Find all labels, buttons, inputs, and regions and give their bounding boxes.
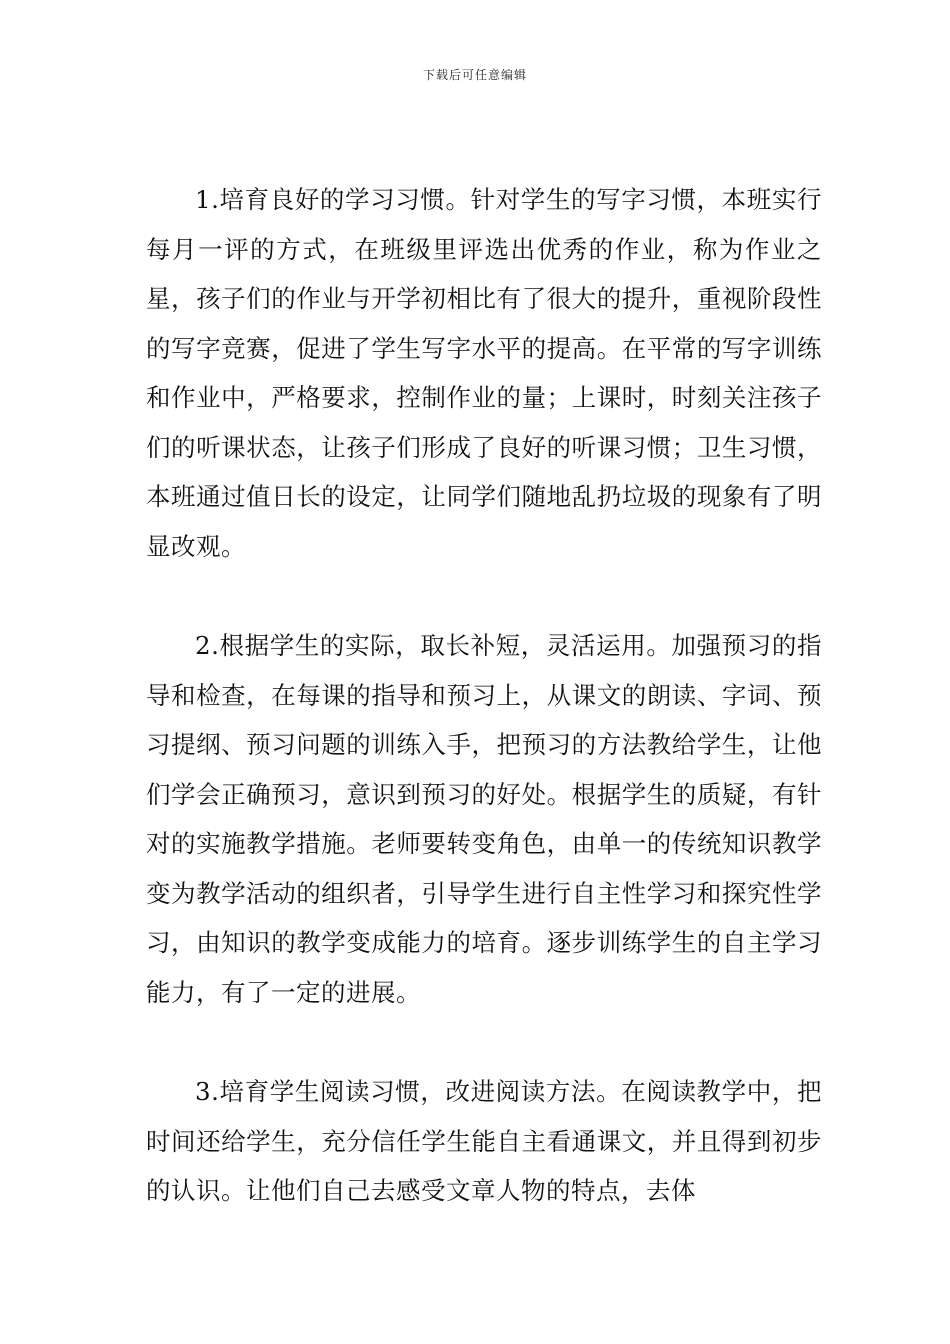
paragraph-spacer: [146, 1017, 822, 1067]
paragraph-1: 1.培育良好的学习习惯。针对学生的写字习惯，本班实行每月一评的方式，在班级里评选出优秀的作业，称为作业之星，孩子们的作业与开学初相比有了很大的提升，重视阶段性的写字竞赛，促进了学生写字水平的提高。在平常的写字训练和作业中，严格要求，控制作业的量；上课时，时刻关注孩子们的听课状态，让孩子们形成了良好的听课习惯；卫生习惯，本班通过值日长的设定，让同学们随地乱扔垃圾的现象有了明显改观。: [146, 185, 822, 561]
paragraph-2: 2.根据学生的实际，取长补短，灵活运用。加强预习的指导和检查，在每课的指导和预习上，从课文的朗读、字词、预习提纲、预习问题的训练入手，把预习的方法教给学生，让他们学会正确预习，意识到预习的好处。根据学生的质疑，有针对的实施教学措施。老师要转变角色，由单一的传统知识教学变为教学活动的组织者，引导学生进行自主性学习和探究性学习，由知识的教学变成能力的培育。逐步训练学生的自主学习能力，有了一定的进展。: [146, 631, 822, 1007]
document-body: [146, 175, 822, 1216]
paragraph-spacer: [146, 571, 822, 621]
paragraph-3: 3.培育学生阅读习惯，改进阅读方法。在阅读教学中，把时间还给学生，充分信任学生能自主看通课文，并且得到初步的认识。让他们自己去感受文章人物的特点，去体: [146, 1077, 822, 1205]
page-header: 下载后可任意编辑: [422, 68, 527, 82]
